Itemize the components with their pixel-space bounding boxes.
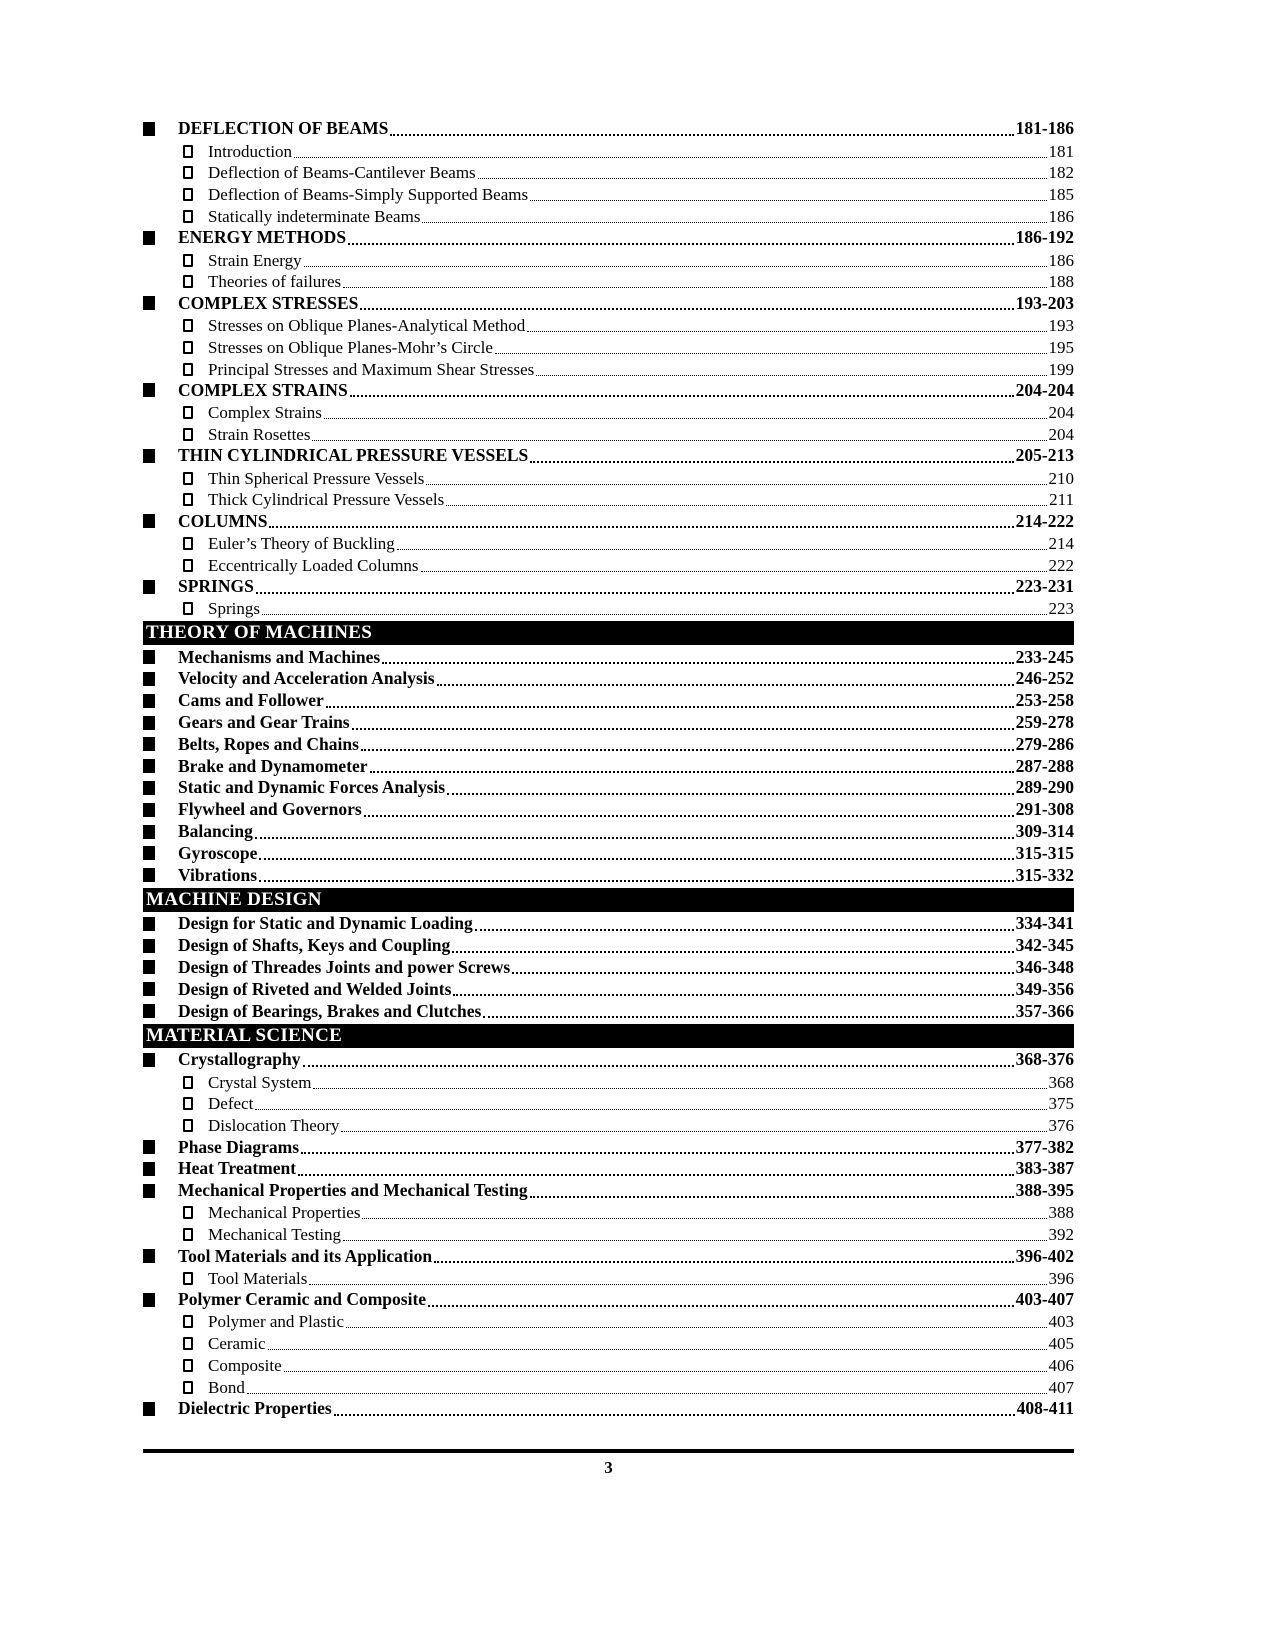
toc-entry-page-range: 342-345 [1015, 935, 1074, 956]
toc-entry-label: Defect [208, 1094, 254, 1114]
toc-entry-label: Dielectric Properties [178, 1398, 332, 1419]
toc-entry-page-range: 368-376 [1015, 1049, 1074, 1070]
dot-leader [530, 461, 1013, 463]
toc-entry-label: Bond [208, 1377, 245, 1397]
open-square-bullet-icon [183, 319, 193, 332]
toc-entry-page-range: 291-308 [1015, 799, 1074, 820]
toc-entry [143, 162, 1074, 184]
dot-leader [262, 614, 1047, 615]
dot-leader [343, 287, 1046, 288]
open-square-bullet-icon [183, 363, 193, 376]
filled-square-bullet-icon [143, 296, 155, 310]
toc-entry [143, 336, 1074, 358]
dot-leader [324, 418, 1047, 419]
filled-square-bullet-icon [143, 514, 155, 528]
filled-square-bullet-icon [143, 1293, 155, 1307]
open-square-bullet-icon [183, 1359, 193, 1372]
dot-leader [348, 243, 1014, 245]
section-banner-label: MATERIAL SCIENCE [146, 1024, 343, 1046]
dot-leader [284, 1371, 1047, 1372]
filled-square-bullet-icon [143, 1004, 155, 1018]
toc-entry-page-range: 211 [1049, 490, 1074, 510]
toc-entry [143, 1202, 1074, 1224]
open-square-bullet-icon [183, 166, 193, 179]
toc-entry-label: Statically indeterminate Beams [208, 206, 421, 226]
open-square-bullet-icon [183, 1315, 193, 1328]
filled-square-bullet-icon [143, 846, 155, 860]
toc-entry-label: Polymer and Plastic [208, 1312, 344, 1332]
filled-square-bullet-icon [143, 650, 155, 664]
toc-entry-page-range: 375 [1048, 1094, 1074, 1114]
open-square-bullet-icon [183, 537, 193, 550]
toc-entry-page-range: 204 [1048, 424, 1074, 444]
toc-entry [143, 532, 1074, 554]
toc-entry-label: Deflection of Beams-Simply Supported Beams [208, 185, 529, 205]
dot-leader [536, 375, 1046, 376]
dot-leader [428, 1305, 1014, 1307]
toc-list [143, 118, 1074, 1420]
toc-entry-page-range: 279-286 [1015, 733, 1074, 754]
filled-square-bullet-icon [143, 231, 155, 245]
toc-entry-label: Design of Threades Joints and power Screws [178, 956, 511, 977]
dot-leader [312, 440, 1046, 441]
filled-square-bullet-icon [143, 759, 155, 773]
toc-entry [143, 1000, 1074, 1022]
open-square-bullet-icon [183, 1076, 193, 1089]
toc-entry-page-range: 186 [1048, 206, 1074, 226]
toc-entry-label: Stresses on Oblique Planes-Analytical Method [208, 315, 526, 335]
dot-leader [495, 353, 1047, 354]
filled-square-bullet-icon [143, 383, 155, 397]
toc-entry [143, 554, 1074, 576]
dot-leader [343, 1240, 1046, 1241]
filled-square-bullet-icon [143, 716, 155, 730]
open-square-bullet-icon [183, 1119, 193, 1132]
toc-entry-page-range: 181 [1048, 141, 1074, 161]
open-square-bullet-icon [183, 275, 193, 288]
toc-entry-page-range: 210 [1048, 468, 1074, 488]
toc-entry [143, 799, 1074, 821]
toc-entry [143, 205, 1074, 227]
toc-entry-label: Design of Riveted and Welded Joints [178, 978, 452, 999]
toc-entry-page-range: 204 [1048, 403, 1074, 423]
toc-entry-label: Polymer Ceramic and Composite [178, 1289, 427, 1310]
toc-entry-label: Springs [208, 599, 260, 619]
toc-entry [143, 712, 1074, 734]
toc-entry-label: Thick Cylindrical Pressure Vessels [208, 490, 445, 510]
filled-square-bullet-icon [143, 939, 155, 953]
filled-square-bullet-icon [143, 960, 155, 974]
dot-leader [298, 1174, 1014, 1176]
toc-entry [143, 314, 1074, 336]
toc-entry-label: Tool Materials [208, 1268, 308, 1288]
toc-entry-page-range: 193 [1048, 315, 1074, 335]
toc-entry-label: Balancing [178, 821, 253, 841]
filled-square-bullet-icon [143, 825, 155, 839]
toc-entry-page-range: 287-288 [1015, 755, 1074, 776]
dot-leader [390, 134, 1013, 136]
filled-square-bullet-icon [143, 982, 155, 996]
toc-entry-page-range: 376 [1048, 1116, 1074, 1136]
filled-square-bullet-icon [143, 449, 155, 463]
toc-entry [143, 445, 1074, 467]
toc-entry [143, 843, 1074, 865]
dot-leader [364, 815, 1014, 817]
footer-page-number: 3 [604, 1458, 613, 1477]
dot-leader [301, 1152, 1014, 1154]
toc-entry-page-range: 186-192 [1015, 227, 1074, 248]
dot-leader [268, 1349, 1047, 1350]
toc-entry-label: Eccentrically Loaded Columns [208, 555, 419, 575]
toc-entry-page-range: 246-252 [1015, 668, 1074, 689]
filled-square-bullet-icon [143, 917, 155, 931]
toc-entry-label: Strain Energy [208, 250, 302, 270]
dot-leader [478, 178, 1047, 179]
toc-entry [143, 690, 1074, 712]
toc-entry-page-range: 185 [1048, 185, 1074, 205]
toc-entry-page-range: 289-290 [1015, 777, 1074, 798]
open-square-bullet-icon [183, 1206, 193, 1219]
dot-leader [304, 266, 1047, 267]
dot-leader [247, 1393, 1047, 1394]
toc-entry [143, 576, 1074, 598]
toc-entry-page-range: 383-387 [1015, 1158, 1074, 1179]
toc-entry-page-range: 182 [1048, 163, 1074, 183]
toc-entry [143, 467, 1074, 489]
toc-entry-page-range: 388 [1048, 1203, 1074, 1223]
open-square-bullet-icon [183, 1097, 193, 1110]
toc-entry-label: THIN CYLINDRICAL PRESSURE VESSELS [178, 445, 529, 466]
toc-entry-page-range: 309-314 [1015, 821, 1074, 841]
dot-leader [421, 571, 1047, 572]
dot-leader [313, 1088, 1046, 1089]
toc-entry-label: Vibrations [178, 864, 258, 885]
toc-entry-label: Design for Static and Dynamic Loading [178, 913, 473, 934]
toc-entry-page-range: 204-204 [1015, 379, 1074, 400]
toc-entry-label: Euler’s Theory of Buckling [208, 533, 395, 553]
toc-entry [143, 1311, 1074, 1333]
dot-leader [309, 1284, 1046, 1285]
toc-entry [143, 1158, 1074, 1180]
toc-entry-label: Gears and Gear Trains [178, 712, 350, 733]
dot-leader [259, 858, 1013, 860]
dot-leader [341, 1131, 1046, 1132]
filled-square-bullet-icon [143, 1140, 155, 1154]
toc-entry-label: SPRINGS [178, 576, 254, 597]
toc-entry-label: COMPLEX STRAINS [178, 379, 348, 400]
toc-entry-page-range: 259-278 [1015, 712, 1074, 733]
toc-entry-page-range: 214 [1048, 533, 1074, 553]
open-square-bullet-icon [183, 145, 193, 158]
toc-entry [143, 1267, 1074, 1289]
dot-leader [446, 505, 1047, 506]
open-square-bullet-icon [183, 254, 193, 267]
toc-entry-page-range: 388-395 [1015, 1180, 1074, 1201]
toc-entry-page-range: 396-402 [1015, 1245, 1074, 1266]
toc-entry-label: Introduction [208, 141, 293, 161]
open-square-bullet-icon [183, 341, 193, 354]
toc-entry [143, 1114, 1074, 1136]
open-square-bullet-icon [183, 188, 193, 201]
filled-square-bullet-icon [143, 737, 155, 751]
toc-entry-page-range: 222 [1048, 555, 1074, 575]
toc-entry-page-range: 214-222 [1015, 510, 1074, 531]
dot-leader [512, 972, 1013, 974]
toc-entry-label: Gyroscope [178, 842, 258, 863]
toc-entry-label: Belts, Ropes and Chains [178, 733, 359, 754]
toc-entry [143, 1093, 1074, 1115]
filled-square-bullet-icon [143, 1184, 155, 1198]
open-square-bullet-icon [183, 1228, 193, 1241]
toc-entry [143, 1049, 1074, 1071]
toc-entry-page-range: 223 [1048, 599, 1074, 619]
toc-entry-label: Complex Strains [208, 403, 322, 423]
toc-entry-page-range: 396 [1048, 1268, 1074, 1288]
toc-entry-page-range: 405 [1048, 1334, 1074, 1354]
dot-leader [422, 222, 1046, 223]
toc-entry [143, 380, 1074, 402]
toc-entry-page-range: 377-382 [1015, 1136, 1074, 1157]
open-square-bullet-icon [183, 406, 193, 419]
toc-entry [143, 249, 1074, 271]
toc-entry [143, 510, 1074, 532]
toc-entry-label: Heat Treatment [178, 1158, 297, 1179]
dot-leader [437, 684, 1014, 686]
toc-entry-label: COLUMNS [178, 510, 268, 531]
dot-leader [346, 1327, 1047, 1328]
toc-entry [143, 401, 1074, 423]
toc-entry-page-range: 403 [1048, 1312, 1074, 1332]
dot-leader [447, 793, 1014, 795]
toc-entry [143, 777, 1074, 799]
toc-entry-label: Thin Spherical Pressure Vessels [208, 468, 425, 488]
dot-leader [352, 728, 1014, 730]
filled-square-bullet-icon [143, 1249, 155, 1263]
dot-leader [256, 592, 1014, 594]
open-square-bullet-icon [183, 472, 193, 485]
toc-entry [143, 1071, 1074, 1093]
filled-square-bullet-icon [143, 122, 155, 136]
toc-entry-page-range: 407 [1048, 1377, 1074, 1397]
toc-entry-page-range: 357-366 [1015, 1000, 1074, 1021]
toc-entry [143, 1180, 1074, 1202]
filled-square-bullet-icon [143, 672, 155, 686]
toc-entry-page-range: 181-186 [1015, 118, 1074, 139]
dot-leader [475, 929, 1014, 931]
open-square-bullet-icon [183, 428, 193, 441]
toc-entry-page-range: 408-411 [1016, 1398, 1074, 1419]
toc-entry [143, 598, 1074, 620]
dot-leader [527, 331, 1046, 332]
open-square-bullet-icon [183, 1272, 193, 1285]
toc-entry-label: Theories of failures [208, 272, 342, 292]
toc-entry-label: Stresses on Oblique Planes-Mohr’s Circle [208, 337, 493, 357]
toc-entry-label: Brake and Dynamometer [178, 755, 368, 776]
toc-entry [143, 227, 1074, 249]
dot-leader [453, 994, 1013, 996]
dot-leader [269, 526, 1013, 528]
toc-entry [143, 935, 1074, 957]
open-square-bullet-icon [183, 559, 193, 572]
toc-entry-page-range: 403-407 [1015, 1289, 1074, 1310]
toc-entry-page-range: 199 [1048, 359, 1074, 379]
toc-entry [143, 358, 1074, 380]
toc-entry [143, 183, 1074, 205]
toc-entry-label: Tool Materials and its Application [178, 1245, 433, 1266]
dot-leader [350, 395, 1014, 397]
toc-entry-label: Design of Shafts, Keys and Coupling [178, 935, 451, 956]
filled-square-bullet-icon [143, 1402, 155, 1416]
dot-leader [361, 749, 1014, 751]
toc-entry-page-range: 349-356 [1015, 978, 1074, 999]
toc-entry-page-range: 195 [1048, 337, 1074, 357]
dot-leader [370, 771, 1014, 773]
toc-entry-label: Composite [208, 1356, 282, 1376]
dot-leader [397, 549, 1047, 550]
toc-entry-label: Cams and Follower [178, 690, 324, 711]
toc-entry-label: Velocity and Acceleration Analysis [178, 668, 435, 689]
dot-leader [326, 706, 1014, 708]
toc-entry-page-range: 368 [1048, 1072, 1074, 1092]
toc-entry-label: COMPLEX STRESSES [178, 292, 359, 313]
toc-entry-page-range: 233-245 [1015, 646, 1074, 667]
toc-entry-page-range: 253-258 [1015, 690, 1074, 711]
dot-leader [434, 1261, 1014, 1263]
toc-entry [143, 821, 1074, 843]
toc-entry-label: Ceramic [208, 1334, 266, 1354]
open-square-bullet-icon [183, 210, 193, 223]
toc-entry-label: Design of Bearings, Brakes and Clutches [178, 1000, 482, 1021]
toc-entry [143, 913, 1074, 935]
open-square-bullet-icon [183, 1337, 193, 1350]
toc-entry-label: Flywheel and Governors [178, 799, 362, 820]
toc-entry [143, 1398, 1074, 1420]
section-banner-label: THEORY OF MACHINES [146, 621, 373, 643]
toc-entry-label: Mechanisms and Machines [178, 646, 381, 667]
toc-entry [143, 292, 1074, 314]
dot-leader [530, 1196, 1014, 1198]
section-banner-label: MACHINE DESIGN [146, 888, 322, 910]
dot-leader [362, 1218, 1046, 1219]
dot-leader [294, 157, 1046, 158]
toc-entry [143, 978, 1074, 1000]
toc-entry-page-range: 346-348 [1015, 956, 1074, 977]
dot-leader [382, 662, 1013, 664]
toc-entry-label: Mechanical Testing [208, 1225, 342, 1245]
dot-leader [255, 837, 1014, 839]
toc-section-banner [143, 1024, 1074, 1048]
toc-entry [143, 423, 1074, 445]
toc-section-banner [143, 621, 1074, 645]
filled-square-bullet-icon [143, 1053, 155, 1067]
toc-entry-label: Mechanical Properties [208, 1203, 361, 1223]
toc-entry-label: Strain Rosettes [208, 424, 311, 444]
toc-entry-label: Crystal System [208, 1072, 312, 1092]
toc-entry-label: ENERGY METHODS [178, 227, 347, 248]
footer-rule [143, 1449, 1074, 1453]
toc-entry [143, 1136, 1074, 1158]
toc-entry [143, 734, 1074, 756]
open-square-bullet-icon [183, 493, 193, 506]
dot-leader [483, 1016, 1013, 1018]
dot-leader [303, 1065, 1014, 1067]
open-square-bullet-icon [183, 1381, 193, 1394]
open-square-bullet-icon [183, 602, 193, 615]
toc-entry-label: Dislocation Theory [208, 1116, 340, 1136]
toc-entry [143, 118, 1074, 140]
toc-entry-page-range: 392 [1048, 1225, 1074, 1245]
filled-square-bullet-icon [143, 1162, 155, 1176]
toc-entry-label: Crystallography [178, 1049, 301, 1070]
dot-leader [452, 951, 1013, 953]
toc-entry [143, 668, 1074, 690]
toc-entry [143, 1376, 1074, 1398]
dot-leader [334, 1414, 1015, 1416]
toc-entry [143, 646, 1074, 668]
filled-square-bullet-icon [143, 803, 155, 817]
toc-entry-page-range: 315-332 [1015, 864, 1074, 885]
toc-entry-label: Phase Diagrams [178, 1136, 300, 1157]
toc-entry [143, 1245, 1074, 1267]
toc-entry-page-range: 315-315 [1015, 842, 1074, 863]
toc-entry-page-range: 334-341 [1015, 913, 1074, 934]
toc-entry-label: DEFLECTION OF BEAMS [178, 118, 389, 139]
toc-entry [143, 271, 1074, 293]
toc-entry [143, 1332, 1074, 1354]
filled-square-bullet-icon [143, 868, 155, 882]
toc-entry-page-range: 205-213 [1015, 445, 1074, 466]
filled-square-bullet-icon [143, 580, 155, 594]
dot-leader [259, 880, 1014, 882]
toc-entry-page-range: 188 [1048, 272, 1074, 292]
toc-entry-page-range: 193-203 [1015, 292, 1074, 313]
toc-entry [143, 957, 1074, 979]
toc-entry-page-range: 186 [1048, 250, 1074, 270]
dot-leader [426, 484, 1046, 485]
toc-entry [143, 489, 1074, 511]
toc-entry [143, 864, 1074, 886]
toc-entry [143, 1354, 1074, 1376]
toc-section-banner [143, 888, 1074, 912]
toc-entry-label: Deflection of Beams-Cantilever Beams [208, 163, 476, 183]
toc-entry-label: Static and Dynamic Forces Analysis [178, 777, 446, 798]
toc-entry [143, 1223, 1074, 1245]
toc-entry [143, 1289, 1074, 1311]
filled-square-bullet-icon [143, 781, 155, 795]
toc-entry [143, 140, 1074, 162]
toc-entry-page-range: 406 [1048, 1356, 1074, 1376]
dot-leader [360, 308, 1013, 310]
dot-leader [255, 1109, 1046, 1110]
filled-square-bullet-icon [143, 694, 155, 708]
toc-entry-label: Principal Stresses and Maximum Shear Stresses [208, 359, 535, 379]
toc-entry-label: Mechanical Properties and Mechanical Testing [178, 1180, 528, 1201]
toc-entry [143, 755, 1074, 777]
toc-entry-page-range: 223-231 [1015, 576, 1074, 597]
dot-leader [530, 200, 1046, 201]
